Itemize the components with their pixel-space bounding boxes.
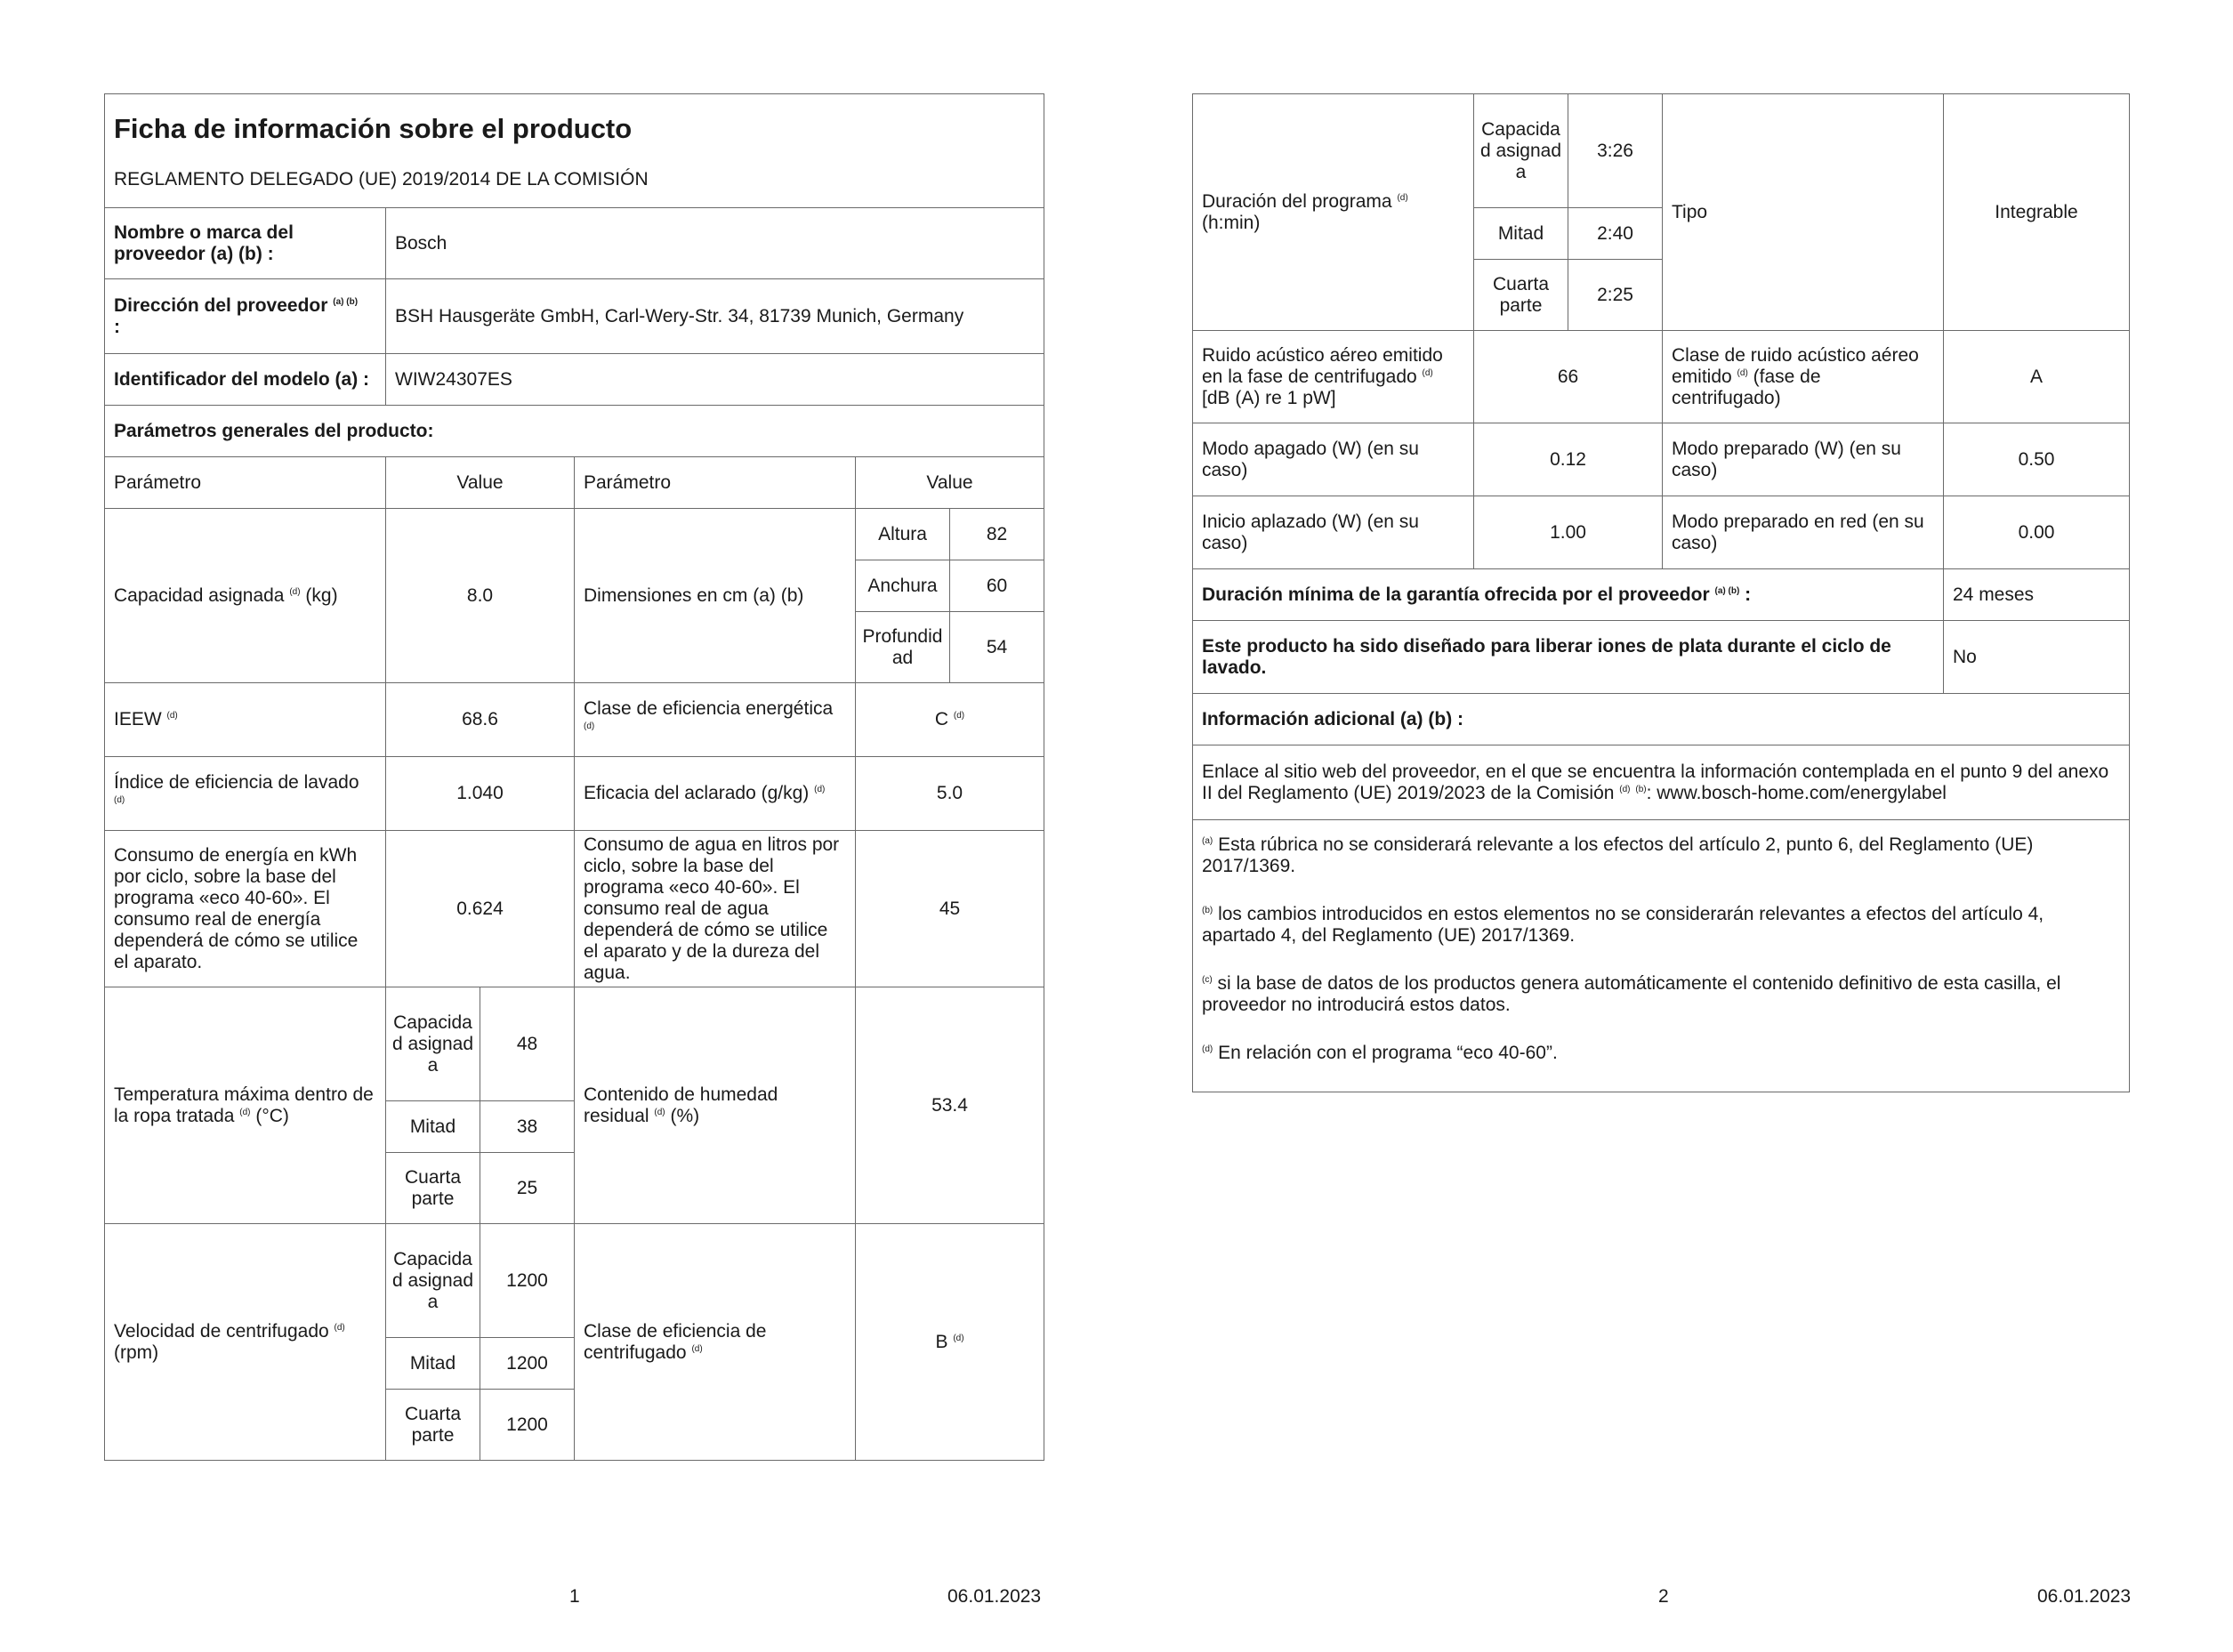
noise-class-label-text: Clase de ruido acústico aéreo emitido bbox=[1672, 344, 1919, 387]
general-parameters-heading: Parámetros generales del producto: bbox=[105, 406, 1044, 457]
footnote-b bbox=[1202, 904, 2120, 947]
product-info-sheet-page-2 bbox=[1192, 93, 2130, 1092]
dimension-depth-label: Profundidad bbox=[856, 612, 950, 683]
noise-value: 66 bbox=[1474, 331, 1663, 423]
capacity-value: 8.0 bbox=[386, 509, 575, 683]
capacity-label bbox=[105, 509, 386, 683]
guarantee-label bbox=[1193, 569, 1944, 621]
footnote-mark: (d) bbox=[289, 586, 301, 597]
footnote-c-text: si la base de datos de los productos genera automáticamente el contenido definitivo de esta casilla, el proveedor no introducirá estos datos. bbox=[1202, 973, 2061, 1015]
dimension-height-value: 82 bbox=[950, 509, 1044, 560]
temperature-label bbox=[105, 987, 386, 1224]
column-header-value-2: Value bbox=[856, 457, 1044, 509]
temp-full-load-label: Capacidad asignada bbox=[386, 987, 480, 1101]
page-date-1: 06.01.2023 bbox=[947, 1586, 1042, 1607]
footnote-c-mark: (c) bbox=[1202, 975, 1213, 985]
page-number-2: 2 bbox=[1658, 1586, 1669, 1607]
off-mode-value: 0.12 bbox=[1474, 423, 1663, 496]
dimensions-label: Dimensiones en cm (a) (b) bbox=[575, 509, 856, 683]
ieew-label bbox=[105, 683, 386, 757]
temperature-unit: (°C) bbox=[255, 1105, 289, 1126]
duration-label-text: Duración del programa bbox=[1202, 190, 1392, 212]
footnotes bbox=[1193, 820, 2130, 1092]
temp-half-load-value: 38 bbox=[480, 1101, 575, 1153]
footnote-a-mark: (a) bbox=[1202, 836, 1213, 846]
product-info-sheet-page-1 bbox=[104, 93, 1044, 1461]
energy-class-letter: C bbox=[934, 709, 949, 729]
temp-quarter-load-value: 25 bbox=[480, 1153, 575, 1224]
network-standby-label: Modo preparado en red (en su caso) bbox=[1663, 496, 1944, 569]
footnote-b-text: los cambios introducidos en estos elementos no se considerarán relevantes a efectos del artículo 4, apartado 4, del Reglamento (UE) 2017/1369. bbox=[1202, 904, 2044, 946]
delay-start-label: Inicio aplazado (W) (en su caso) bbox=[1193, 496, 1474, 569]
guarantee-footnote-mark: (a) (b) bbox=[1714, 585, 1740, 596]
guarantee-colon: : bbox=[1745, 584, 1752, 605]
noise-class-unit: (fase de centrifugado) bbox=[1672, 366, 1821, 408]
footnote-a-text: Esta rúbrica no se considerará relevante a los efectos del artículo 2, punto 6, del Reglamento (UE) 2017/1369. bbox=[1202, 834, 2034, 876]
energy-class-label bbox=[575, 683, 856, 757]
spin-speed-unit: (rpm) bbox=[114, 1342, 159, 1363]
address-colon: : bbox=[114, 316, 120, 337]
spin-half-load-label: Mitad bbox=[386, 1338, 480, 1390]
temp-quarter-load-label: Cuarta parte bbox=[386, 1153, 480, 1224]
column-header-value: Value bbox=[386, 457, 575, 509]
spin-full-load-label: Capacidad asignada bbox=[386, 1224, 480, 1338]
moisture-unit: (%) bbox=[670, 1105, 700, 1126]
footnote-mark: (d) bbox=[953, 1333, 964, 1343]
footnote-mark: (d) bbox=[953, 711, 965, 721]
temp-half-load-label: Mitad bbox=[386, 1101, 480, 1153]
noise-class-label bbox=[1663, 331, 1944, 423]
energy-class-label-text: Clase de eficiencia energética bbox=[584, 698, 834, 719]
water-consumption-value: 45 bbox=[856, 831, 1044, 987]
duration-full-load-value: 3:26 bbox=[1568, 94, 1663, 208]
moisture-value: 53.4 bbox=[856, 987, 1044, 1224]
spin-quarter-load-value: 1200 bbox=[480, 1390, 575, 1461]
additional-info-heading: Información adicional (a) (b) : bbox=[1193, 694, 2130, 745]
footnote-d-text: En relación con el programa “eco 40-60”. bbox=[1218, 1043, 1558, 1063]
dimension-height-label: Altura bbox=[856, 509, 950, 560]
duration-quarter-load-label: Cuarta parte bbox=[1474, 260, 1568, 331]
page-title: Ficha de información sobre el producto bbox=[114, 112, 633, 144]
duration-half-load-value: 2:40 bbox=[1568, 208, 1663, 260]
page-number-1: 1 bbox=[569, 1586, 580, 1607]
water-consumption-label: Consumo de agua en litros por ciclo, sobre la base del programa «eco 40-60». El consumo real de agua dependerá de cómo se utilice el aparato y de la dureza del agua. bbox=[575, 831, 856, 987]
header-cell bbox=[105, 94, 1044, 208]
ieew-value: 68.6 bbox=[386, 683, 575, 757]
page-date-2: 06.01.2023 bbox=[2037, 1586, 2132, 1607]
model-label: Identificador del modelo (a) : bbox=[105, 354, 386, 406]
footnote-d bbox=[1202, 1043, 2120, 1064]
weblink-text: Enlace al sitio web del proveedor, en el que se encuentra la información contemplada en el punto 9 del anexo II del Reglamento (UE) 2019/2023 de la Comisión bbox=[1202, 761, 2109, 803]
energy-consumption-value: 0.624 bbox=[386, 831, 575, 987]
spin-speed-label bbox=[105, 1224, 386, 1461]
footnote-mark: (d) bbox=[584, 721, 595, 731]
supplier-value: Bosch bbox=[386, 208, 1044, 279]
noise-unit: [dB (A) re 1 pW] bbox=[1202, 387, 1336, 408]
noise-class-value: A bbox=[1944, 331, 2130, 423]
footnote-mark: (d) bbox=[1737, 367, 1748, 378]
dimension-width-label: Anchura bbox=[856, 560, 950, 612]
dimension-depth-value: 54 bbox=[950, 612, 1044, 683]
silver-ions-label: Este producto ha sido diseñado para liberar iones de plata durante el ciclo de lavado. bbox=[1193, 621, 1944, 694]
supplier-label: Nombre o marca del proveedor (a) (b) : bbox=[105, 208, 386, 279]
spin-speed-label-text: Velocidad de centrifugado bbox=[114, 1320, 329, 1342]
energy-class-value bbox=[856, 683, 1044, 757]
wash-index-label bbox=[105, 757, 386, 831]
capacity-label-text: Capacidad asignada bbox=[114, 584, 285, 606]
footnote-mark: (d) bbox=[814, 785, 826, 794]
duration-unit: (h:min) bbox=[1202, 212, 1261, 233]
network-standby-value: 0.00 bbox=[1944, 496, 2130, 569]
footnote-d-mark: (d) bbox=[1202, 1044, 1213, 1054]
spin-class-value bbox=[856, 1224, 1044, 1461]
capacity-unit: (kg) bbox=[305, 584, 338, 606]
off-mode-label: Modo apagado (W) (en su caso) bbox=[1193, 423, 1474, 496]
rinse-label bbox=[575, 757, 856, 831]
noise-label bbox=[1193, 331, 1474, 423]
guarantee-value: 24 meses bbox=[1944, 569, 2130, 621]
type-label: Tipo bbox=[1663, 94, 1944, 331]
spin-quarter-load-label: Cuarta parte bbox=[386, 1390, 480, 1461]
footnote-c bbox=[1202, 973, 2120, 1016]
weblink-url: : www.bosch-home.com/energylabel bbox=[1646, 782, 1947, 803]
type-value: Integrable bbox=[1944, 94, 2130, 331]
model-value: WIW24307ES bbox=[386, 354, 1044, 406]
column-header-parameter: Parámetro bbox=[105, 457, 386, 509]
temp-full-load-value: 48 bbox=[480, 987, 575, 1101]
noise-label-text: Ruido acústico aéreo emitido en la fase de centrifugado bbox=[1202, 344, 1443, 387]
footnote-mark: (d) bbox=[1422, 367, 1433, 378]
standby-mode-value: 0.50 bbox=[1944, 423, 2130, 496]
wash-index-value: 1.040 bbox=[386, 757, 575, 831]
duration-label bbox=[1193, 94, 1474, 331]
energy-consumption-label: Consumo de energía en kWh por ciclo, sobre la base del programa «eco 40-60». El consumo real de energía dependerá de cómo se utilice el aparato. bbox=[105, 831, 386, 987]
footnote-mark: (d) bbox=[166, 711, 178, 721]
spin-class-label-text: Clase de eficiencia de centrifugado bbox=[584, 1320, 767, 1363]
guarantee-label-text: Duración mínima de la garantía ofrecida por el proveedor bbox=[1202, 584, 1710, 605]
rinse-label-text: Eficacia del aclarado (g/kg) bbox=[584, 783, 810, 803]
spin-half-load-value: 1200 bbox=[480, 1338, 575, 1390]
standby-mode-label: Modo preparado (W) (en su caso) bbox=[1663, 423, 1944, 496]
footnote-mark: (d) bbox=[1397, 192, 1408, 203]
footnote-mark: (d) bbox=[1619, 784, 1631, 794]
footnote-mark: (d) bbox=[114, 795, 125, 805]
spin-class-label bbox=[575, 1224, 856, 1461]
duration-quarter-load-value: 2:25 bbox=[1568, 260, 1663, 331]
silver-ions-value: No bbox=[1944, 621, 2130, 694]
spin-class-letter: B bbox=[935, 1331, 948, 1352]
spin-full-load-value: 1200 bbox=[480, 1224, 575, 1338]
footnote-mark: (d) bbox=[334, 1322, 345, 1333]
address-value: BSH Hausgeräte GmbH, Carl-Wery-Str. 34, 81739 Munich, Germany bbox=[386, 279, 1044, 354]
regulation-title: REGLAMENTO DELEGADO (UE) 2019/2014 DE LA COMISIÓN bbox=[114, 168, 649, 189]
address-label-text: Dirección del proveedor bbox=[114, 294, 328, 316]
wash-index-label-text: Índice de eficiencia de lavado bbox=[114, 772, 359, 793]
temperature-label-text: Temperatura máxima dentro de la ropa tratada bbox=[114, 1084, 374, 1126]
address-footnote-mark: (a) (b) bbox=[333, 296, 359, 307]
footnote-mark: (d) bbox=[654, 1107, 665, 1117]
address-label bbox=[105, 279, 386, 354]
dimension-width-value: 60 bbox=[950, 560, 1044, 612]
footnote-mark: (d) bbox=[239, 1107, 251, 1117]
duration-full-load-label: Capacidad asignada bbox=[1474, 94, 1568, 208]
moisture-label bbox=[575, 987, 856, 1224]
footnote-b-mark: (b) bbox=[1202, 906, 1213, 915]
delay-start-value: 1.00 bbox=[1474, 496, 1663, 569]
duration-half-load-label: Mitad bbox=[1474, 208, 1568, 260]
supplier-weblink bbox=[1193, 745, 2130, 820]
ieew-label-text: IEEW bbox=[114, 709, 162, 729]
moisture-label-text: Contenido de humedad residual bbox=[584, 1084, 778, 1126]
footnote-mark: (d) bbox=[691, 1343, 703, 1354]
footnote-a bbox=[1202, 834, 2120, 877]
column-header-parameter-2: Parámetro bbox=[575, 457, 856, 509]
rinse-value: 5.0 bbox=[856, 757, 1044, 831]
footnote-mark-b: (b) bbox=[1635, 784, 1647, 794]
